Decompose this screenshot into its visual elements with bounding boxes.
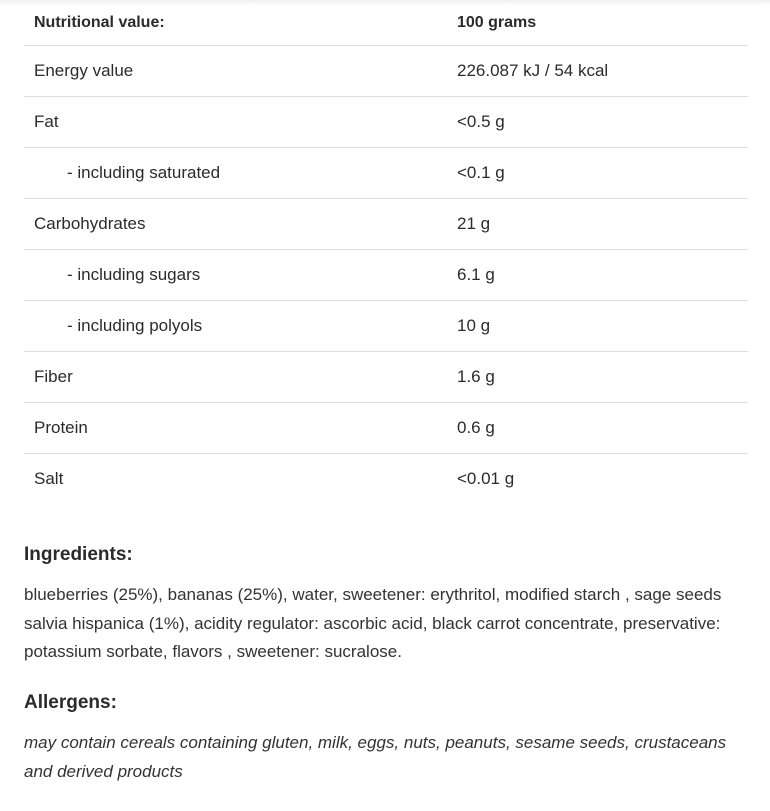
nutrition-value: <0.5 g — [447, 97, 748, 148]
nutrition-value: <0.1 g — [447, 148, 748, 199]
nutrition-value: 21 g — [447, 199, 748, 250]
allergens-heading: Allergens: — [24, 692, 117, 713]
allergens-text: may contain cereals containing gluten, milk, eggs, nuts, peanuts, sesame seeds, crustaceans and derived products — [24, 733, 727, 781]
nutrition-label: Carbohydrates — [24, 199, 447, 250]
nutrition-value: <0.01 g — [457, 469, 515, 488]
nutrition-value: 1.6 g — [447, 352, 748, 403]
nutrition-row-polyols — [24, 301, 748, 352]
nutrition-label: Energy value — [24, 46, 447, 97]
nutrition-label: Protein — [24, 403, 447, 454]
nutrition-row-energy — [24, 46, 748, 97]
nutrition-row-sugars — [24, 250, 748, 301]
nutrition-value: 0.6 g — [447, 403, 748, 454]
nutrition-label: - including sugars — [24, 250, 447, 301]
nutrition-label: Fiber — [24, 352, 447, 403]
nutrition-label: - including saturated — [24, 148, 447, 199]
nutrition-header-row — [24, 0, 748, 46]
allergens-section — [24, 692, 744, 786]
ingredients-section — [24, 544, 744, 667]
nutrition-value: 6.1 g — [447, 250, 748, 301]
nutrition-value: 226.087 kJ / 54 kcal — [447, 46, 748, 97]
nutrition-label: Fat — [24, 97, 447, 148]
nutrition-row-saturated — [24, 148, 748, 199]
nutrition-row-protein — [24, 403, 748, 454]
ingredients-heading: Ingredients: — [24, 544, 133, 565]
nutrition-header-value: 100 grams — [447, 0, 748, 46]
nutrition-row-salt — [24, 454, 748, 505]
nutrition-label: - including polyols — [24, 301, 447, 352]
nutrition-header-label: Nutritional value: — [24, 0, 447, 46]
nutrition-row-carbohydrates — [24, 199, 748, 250]
nutrition-table — [24, 0, 748, 504]
nutrition-row-fat — [24, 97, 748, 148]
nutrition-row-fiber — [24, 352, 748, 403]
nutrition-label: Salt — [34, 469, 64, 488]
nutrition-value: 10 g — [447, 301, 748, 352]
ingredients-text: blueberries (25%), bananas (25%), water, sweetener: erythritol, modified starch , sage seeds salvia hispanica (1%), acidity regulator: ascorbic acid, black carrot concentrate, preservative: potassium sorbate, flavors , sweetener: sucralose. — [24, 585, 722, 661]
